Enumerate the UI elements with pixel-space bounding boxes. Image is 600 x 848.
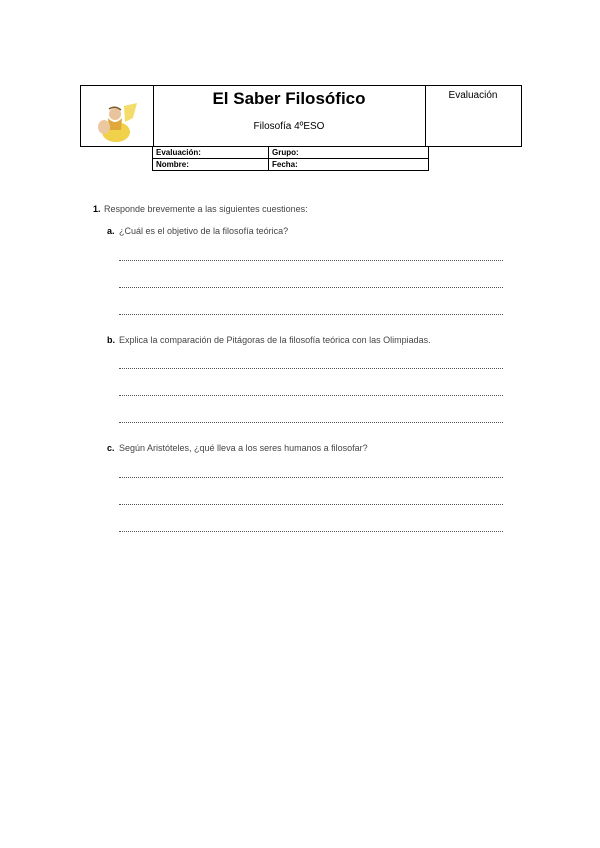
nombre-field[interactable]: Nombre: — [153, 159, 269, 171]
header-table — [80, 85, 522, 147]
subquestion-letter: a. — [107, 226, 115, 236]
answer-line[interactable] — [119, 395, 503, 396]
answer-line[interactable] — [119, 477, 503, 478]
question-text: Responde brevemente a las siguientes cuestiones: — [104, 204, 308, 214]
answer-line[interactable] — [119, 314, 503, 315]
logo-cell — [81, 86, 154, 146]
answer-line[interactable] — [119, 422, 503, 423]
grupo-field[interactable]: Grupo: — [272, 148, 299, 157]
answer-line[interactable] — [119, 287, 503, 288]
answer-line[interactable] — [119, 531, 503, 532]
answer-line[interactable] — [119, 260, 503, 261]
answer-line[interactable] — [119, 368, 503, 369]
subquestion-text: Según Aristóteles, ¿qué lleva a los seres humanos a filosofar? — [119, 443, 368, 453]
subquestion-text: ¿Cuál es el objetivo de la filosofía teórica? — [119, 226, 289, 236]
answer-line[interactable] — [119, 504, 503, 505]
subquestion-letter: c. — [107, 443, 115, 453]
evaluation-box-label: Evaluación — [448, 90, 498, 101]
evaluation-box — [425, 86, 521, 146]
title-cell — [153, 86, 426, 146]
subquestion-letter: b. — [107, 335, 115, 345]
evaluacion-field[interactable]: Evaluación: — [153, 147, 269, 159]
subject-label: Filosofía 4ºESO — [253, 121, 325, 132]
fecha-field[interactable]: Fecha: — [272, 160, 298, 169]
info-row — [153, 159, 428, 171]
philosopher-logo-icon — [95, 100, 141, 144]
info-row — [153, 147, 428, 159]
page-title: El Saber Filosófico — [212, 89, 366, 108]
question-number: 1. — [93, 204, 101, 214]
student-info-table — [152, 147, 429, 171]
subquestion-text: Explica la comparación de Pitágoras de la filosofía teórica con las Olimpiadas. — [119, 335, 431, 345]
